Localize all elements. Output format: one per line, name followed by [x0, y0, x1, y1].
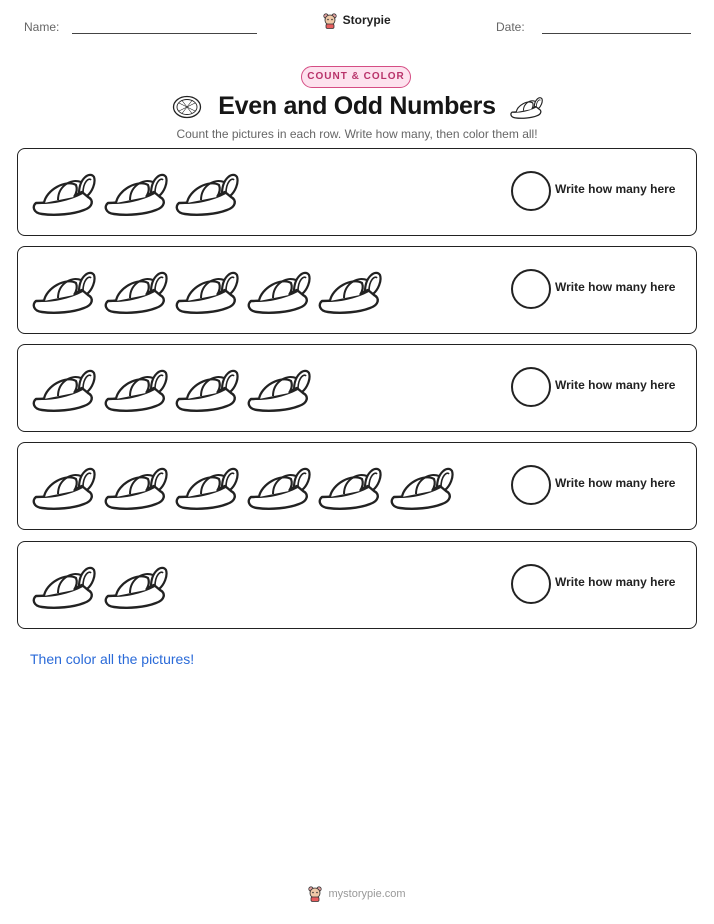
sandal-icon [30, 261, 102, 319]
picture-group [30, 457, 459, 515]
sandal-icon [388, 457, 460, 515]
sandal-icon [173, 261, 245, 319]
answer-circle[interactable] [511, 367, 551, 407]
answer-circle[interactable] [511, 269, 551, 309]
picture-group [30, 261, 388, 319]
sandal-icon [30, 163, 102, 221]
name-line[interactable] [72, 33, 257, 34]
answer-circle[interactable] [511, 564, 551, 604]
sandal-icon [173, 359, 245, 417]
answer-label: Write how many here [555, 575, 676, 589]
answer-label: Write how many here [555, 280, 676, 294]
date-line[interactable] [542, 33, 691, 34]
sandal-icon [30, 457, 102, 515]
sandal-icon [30, 556, 102, 614]
storypie-bear-icon [308, 886, 322, 902]
counting-row-2 [17, 246, 697, 334]
sandal-icon [245, 261, 317, 319]
sandal-icon [245, 457, 317, 515]
answer-circle[interactable] [511, 465, 551, 505]
color-instruction: Then color all the pictures! [30, 651, 195, 667]
category-badge: COUNT & COLOR [301, 66, 411, 88]
sandal-icon [245, 359, 317, 417]
date-label: Date: [496, 20, 525, 34]
name-label: Name: [24, 20, 60, 34]
instructions: Count the pictures in each row. Write how many, then color them all! [176, 127, 538, 141]
sandal-icon [509, 93, 543, 120]
counting-row-5 [17, 541, 697, 629]
counting-row-1 [17, 148, 697, 236]
brand [0, 13, 714, 29]
answer-label: Write how many here [555, 378, 676, 392]
answer-label: Write how many here [555, 476, 676, 490]
answer-label: Write how many here [555, 182, 676, 196]
sandal-icon [102, 556, 174, 614]
picture-group [30, 556, 173, 614]
sandal-icon [316, 457, 388, 515]
sandal-icon [102, 359, 174, 417]
picture-group [30, 359, 316, 417]
sandal-icon [102, 261, 174, 319]
counting-row-3 [17, 344, 697, 432]
site-footer [0, 886, 714, 902]
sandal-icon [316, 261, 388, 319]
sandal-icon [173, 163, 245, 221]
sandal-icon [102, 163, 174, 221]
picture-group [30, 163, 245, 221]
answer-circle[interactable] [511, 171, 551, 211]
sandal-icon [173, 457, 245, 515]
brand-name: Storypie [342, 13, 391, 28]
sandal-icon [30, 359, 102, 417]
sandal-icon [102, 457, 174, 515]
counting-row-4 [17, 442, 697, 530]
site-url: mystorypie.com [328, 887, 406, 900]
storypie-bear-icon [323, 13, 337, 29]
page-title: Even and Odd Numbers [218, 92, 496, 120]
